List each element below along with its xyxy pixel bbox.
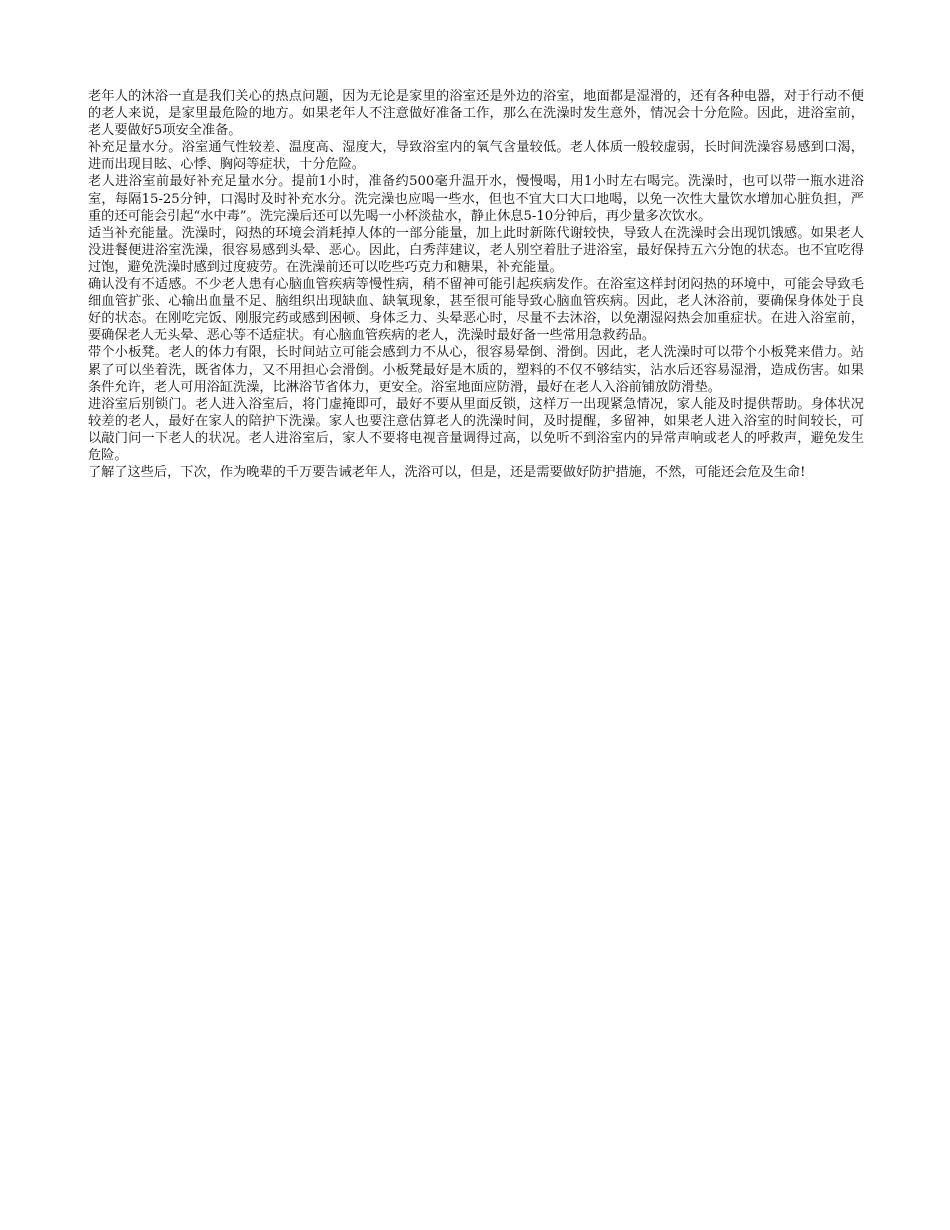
paragraph-water: 补充足量水分。浴室通气性较差、温度高、湿度大，导致浴室内的氧气含量较低。老人体质一般较虚弱，长时间洗澡容易感到口渴，进而出现目眩、心悸、胸闷等症状，十分危险。 — [88, 140, 864, 173]
paragraph-water-details: 老人进浴室前最好补充足量水分。提前1小时，准备约500毫升温开水，慢慢喝，用1小时左右喝完。洗澡时，也可以带一瓶水进浴室，每隔15-25分钟，口渴时及时补充水分。洗完澡也应喝一些水，但也不宜大口大口地喝，以免一次性大量饮水增加心脏负担，严重的还可能会引起“水中毒”。洗完澡后还可以先喝一小杯淡盐水，静止休息5-10分钟后，再少量多次饮水。 — [88, 174, 864, 224]
paragraph-energy: 适当补充能量。洗澡时，闷热的环境会消耗掉人体的一部分能量，加上此时新陈代谢较快，导致人在洗澡时会出现饥饿感。如果老人没进餐便进浴室洗澡，很容易感到头晕、恶心。因此，白秀萍建议，老人别空着肚子进浴室，最好保持五六分饱的状态。也不宜吃得过饱，避免洗澡时感到过度疲劳。在洗澡前还可以吃些巧克力和糖果，补充能量。 — [88, 225, 864, 275]
paragraph-conclusion: 了解了这些后，下次，作为晚辈的千万要告诫老年人，洗浴可以，但是，还是需要做好防护措施，不然，可能还会危及生命! — [88, 465, 806, 481]
document-body — [88, 88, 864, 481]
paragraph-intro: 老年人的沐浴一直是我们关心的热点问题，因为无论是家里的浴室还是外边的浴室，地面都是湿滑的，还有各种电器，对于行动不便的老人来说，是家里最危险的地方。如果老年人不注意做好准备工作，那么在洗澡时发生意外，情况会十分危险。因此，进浴室前，老人要做好5项安全准备。 — [88, 89, 864, 139]
paragraph-door: 进浴室后别锁门。老人进入浴室后，将门虚掩即可，最好不要从里面反锁，这样万一出现紧急情况，家人能及时提供帮助。身体状况较差的老人，最好在家人的陪护下洗澡。家人也要注意估算老人的洗澡时间，及时提醒，多留神，如果老人进入浴室的时间较长，可以敲门问一下老人的状况。老人进浴室后，家人不要将电视音量调得过高，以免听不到浴室内的异常声响或老人的呼救声，避免发生危险。 — [88, 396, 864, 463]
paragraph-health-check: 确认没有不适感。不少老人患有心脑血管疾病等慢性病，稍不留神可能引起疾病发作。在浴室这样封闭闷热的环境中，可能会导致毛细血管扩张、心输出血量不足、脑组织出现缺血、缺氧现象，甚至很可能导致心脑血管疾病。因此，老人沐浴前，要确保身体处于良好的状态。在刚吃完饭、刚服完药或感到困顿、身体乏力、头晕恶心时，尽量不去沐浴，以免潮湿闷热会加重症状。在进入浴室前，要确保老人无头晕、恶心等不适症状。有心脑血管疾病的老人，洗澡时最好备一些常用急救药品。 — [88, 277, 864, 344]
paragraph-stool: 带个小板凳。老人的体力有限，长时间站立可能会感到力不从心，很容易晕倒、滑倒。因此，老人洗澡时可以带个小板凳来借力。站累了可以坐着洗，既省体力，又不用担心会滑倒。小板凳最好是木质的，塑料的不仅不够结实，沾水后还容易湿滑，造成伤害。如果条件允许，老人可用浴缸洗澡，比淋浴节省体力，更安全。浴室地面应防滑，最好在老人入浴前铺放防滑垫。 — [88, 345, 864, 395]
